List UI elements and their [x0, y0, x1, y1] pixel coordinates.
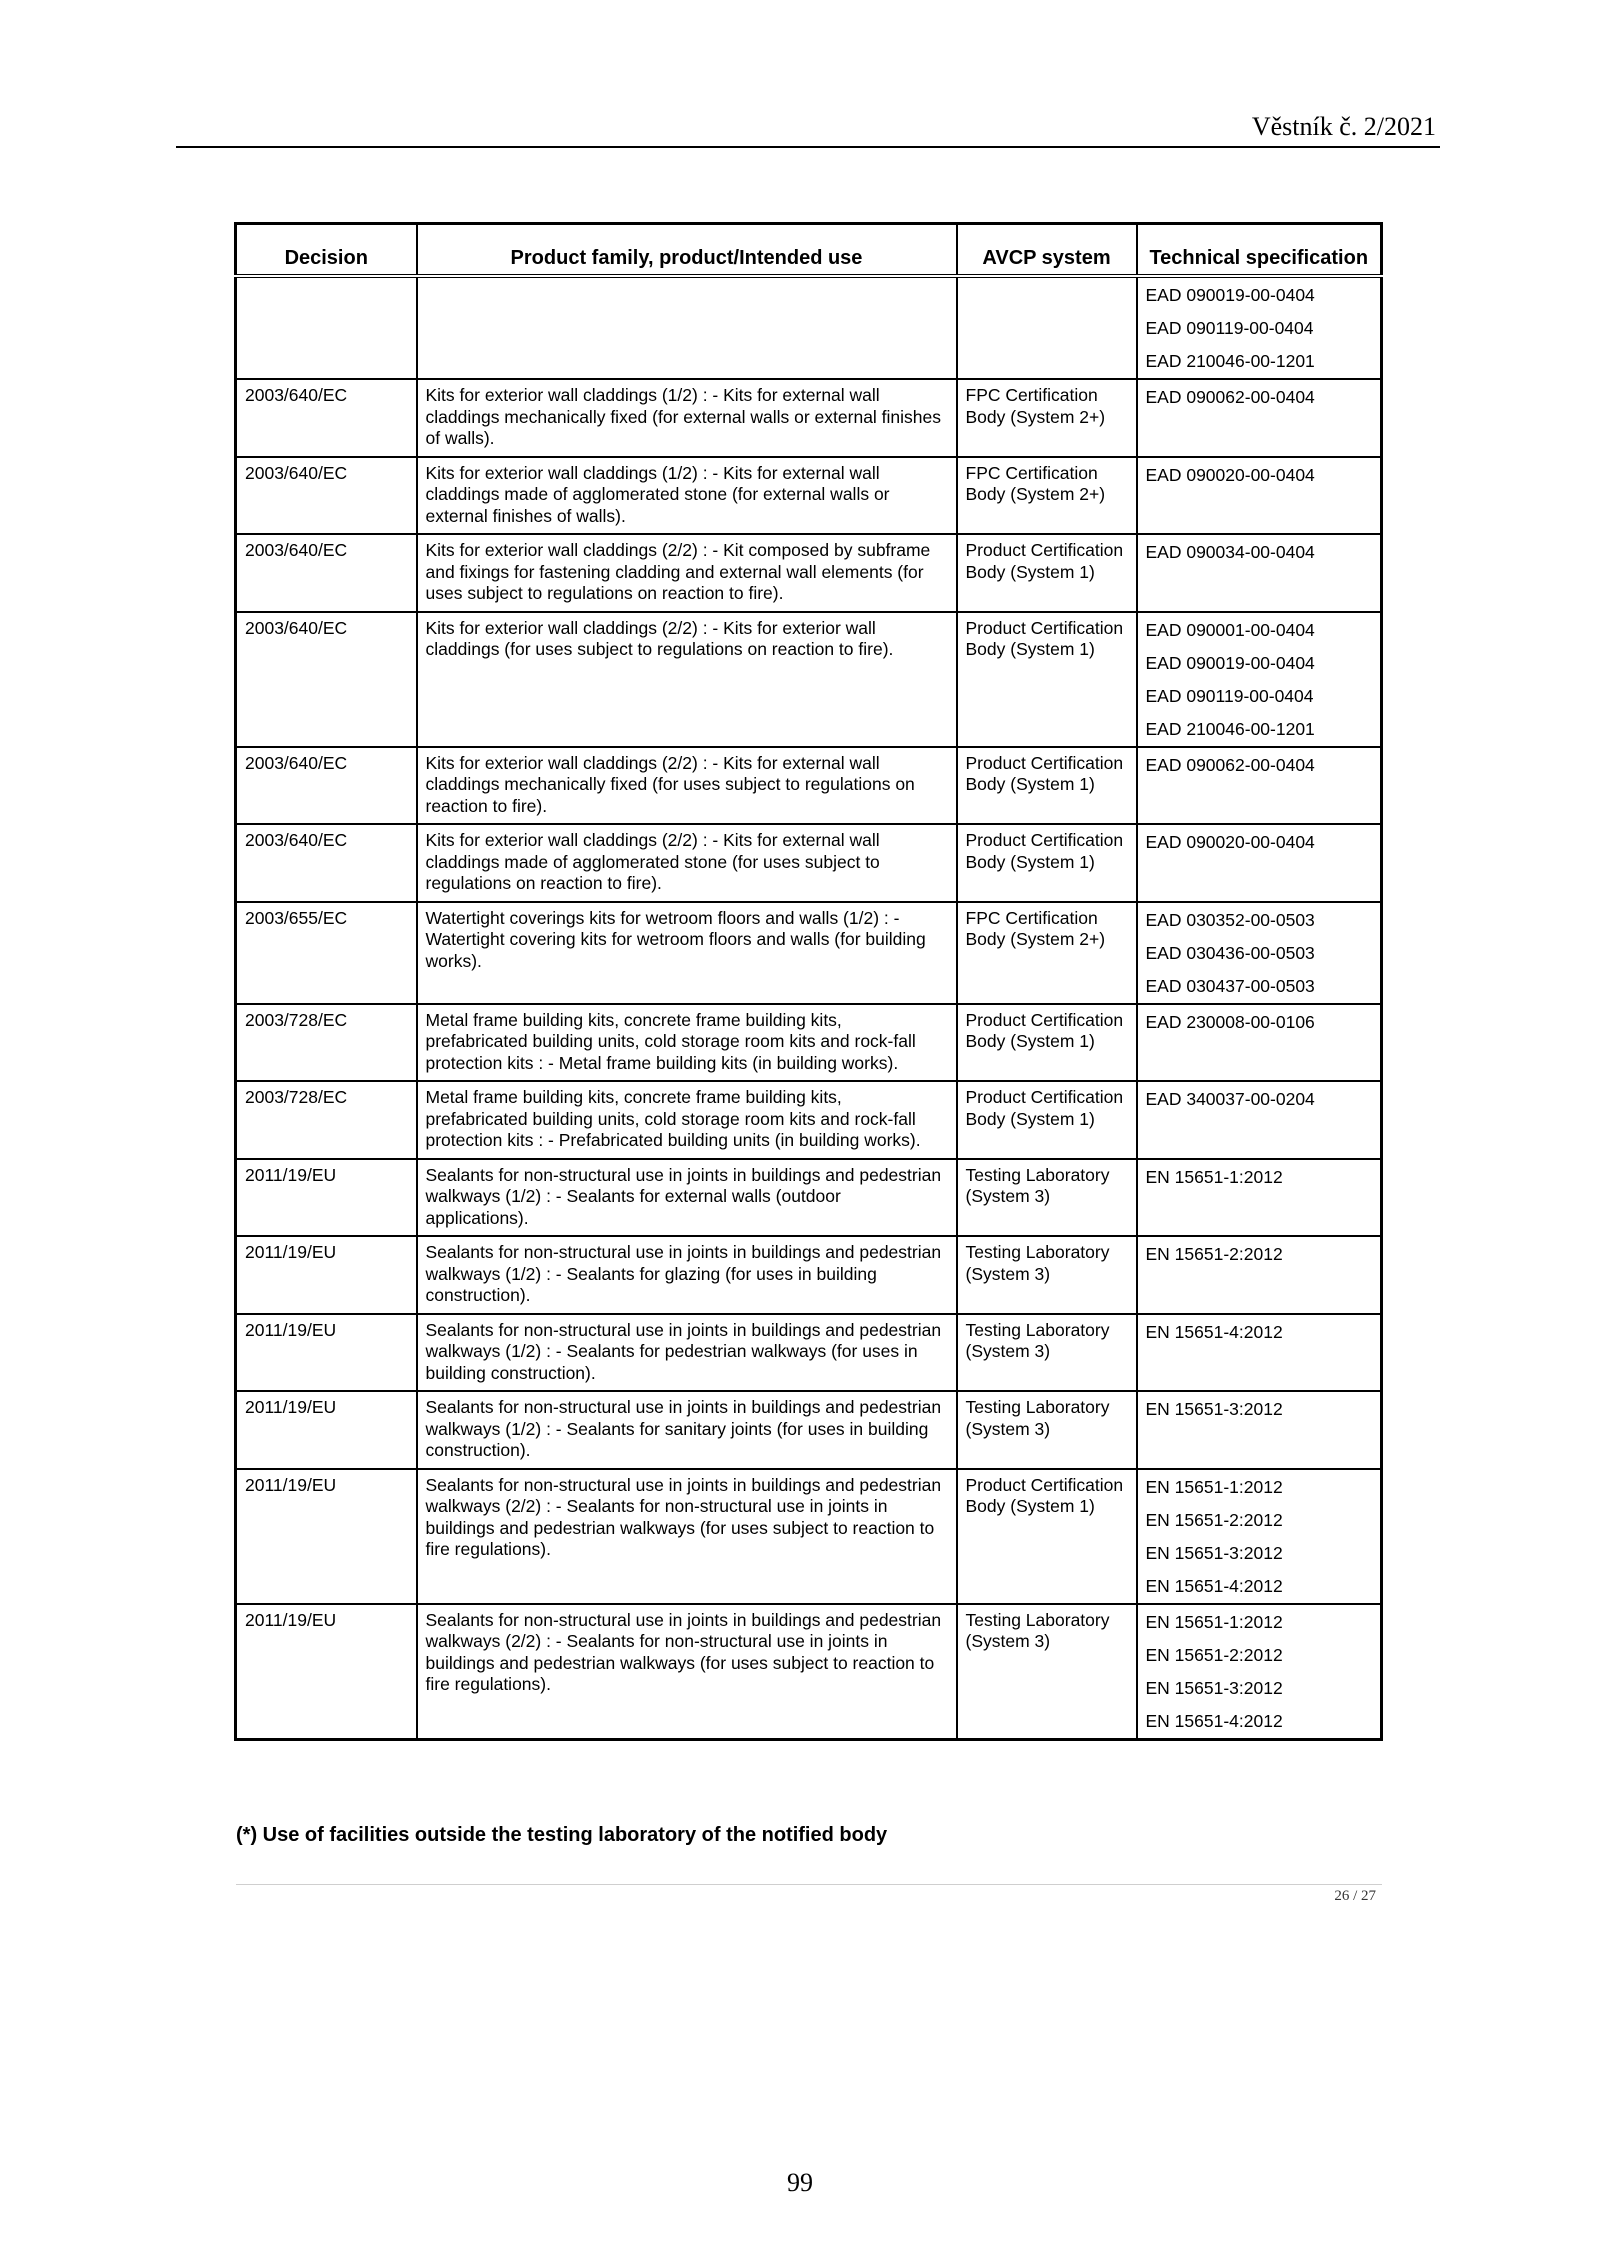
specification-line: EAD 340037-00-0204: [1145, 1089, 1315, 1109]
decision-cell: 2003/640/EC: [236, 379, 417, 457]
specification-line: EAD 090020-00-0404: [1145, 464, 1315, 485]
specification-line: EAD 210046-00-1201: [1145, 718, 1315, 739]
decision-cell: 2003/640/EC: [236, 534, 417, 612]
specification-line: EAD 030436-00-0503: [1145, 942, 1315, 963]
column-header-decision: Decision: [236, 224, 417, 277]
table-row: [236, 612, 1382, 747]
product-cell: Sealants for non-structural use in joints in buildings and pedestrian walkways (1/2) : - Sealants for pedestrian walkways (for uses in building construction).: [417, 1314, 957, 1392]
product-cell: [417, 276, 957, 379]
avcp-cell: [957, 276, 1137, 379]
avcp-cell: Product Certification Body (System 1): [957, 1081, 1137, 1159]
technical-specification-cell: [1137, 276, 1382, 379]
table-row: [236, 902, 1382, 1004]
table-row: [236, 1469, 1382, 1604]
column-header-product: Product family, product/Intended use: [417, 224, 957, 277]
product-cell: Metal frame building kits, concrete frame building kits, prefabricated building units, cold storage room kits and rock-fall protection kits : - Prefabricated building units (in building works).: [417, 1081, 957, 1159]
table-header-row: [236, 224, 1382, 277]
decision-cell: 2011/19/EU: [236, 1159, 417, 1237]
product-cell: Sealants for non-structural use in joints in buildings and pedestrian walkways (2/2) : - Sealants for non-structural use in joints in buildings and pedestrian walkways (for uses subject to reaction to fire regulations).: [417, 1604, 957, 1740]
technical-specification-cell: [1137, 1081, 1382, 1159]
technical-specification-cell: [1137, 1391, 1382, 1469]
product-cell: Metal frame building kits, concrete frame building kits, prefabricated building units, cold storage room kits and rock-fall protection kits : - Metal frame building kits (in building works).: [417, 1004, 957, 1082]
product-cell: Kits for exterior wall claddings (1/2) : - Kits for external wall claddings mechanically fixed (for external walls or external finishes of walls).: [417, 379, 957, 457]
decision-cell: 2011/19/EU: [236, 1236, 417, 1314]
specification-line: EAD 030437-00-0503: [1145, 975, 1315, 996]
technical-specification-cell: [1137, 1159, 1382, 1237]
column-header-avcp: AVCP system: [957, 224, 1137, 277]
column-header-technical-specification: Technical specification: [1137, 224, 1382, 277]
avcp-cell: Testing Laboratory (System 3): [957, 1236, 1137, 1314]
header-rule: [176, 146, 1440, 148]
product-cell: Sealants for non-structural use in joints in buildings and pedestrian walkways (1/2) : - Sealants for glazing (for uses in building construction).: [417, 1236, 957, 1314]
product-cell: Kits for exterior wall claddings (1/2) : - Kits for external wall claddings made of agglomerated stone (for external walls or external finishes of walls).: [417, 457, 957, 535]
specification-line: EN 15651-3:2012: [1145, 1542, 1283, 1563]
page-of-indicator: 26 / 27: [1334, 1888, 1376, 1904]
specification-line: EAD 090019-00-0404: [1145, 285, 1315, 305]
specification-line: EAD 090119-00-0404: [1145, 318, 1314, 338]
specification-line: EAD 090119-00-0404: [1145, 685, 1314, 706]
table-row: [236, 379, 1382, 457]
specification-line: EAD 210046-00-1201: [1145, 351, 1315, 371]
specification-line: EN 15651-2:2012: [1145, 1644, 1283, 1665]
technical-specification-cell: [1137, 457, 1382, 535]
technical-specification-cell: [1137, 747, 1382, 825]
footnote: (*) Use of facilities outside the testing laboratory of the notified body: [236, 1824, 888, 1846]
specification-line: EN 15651-2:2012: [1145, 1244, 1283, 1264]
decision-cell: 2003/640/EC: [236, 612, 417, 747]
product-cell: Kits for exterior wall claddings (2/2) : - Kits for exterior wall claddings (for uses subject to regulations on reaction to fire).: [417, 612, 957, 747]
technical-specification-cell: [1137, 1314, 1382, 1392]
specification-line: EN 15651-3:2012: [1145, 1399, 1283, 1419]
specification-table-wrap: [234, 222, 1380, 1741]
avcp-cell: Product Certification Body (System 1): [957, 1004, 1137, 1082]
product-cell: Sealants for non-structural use in joints in buildings and pedestrian walkways (2/2) : - Sealants for non-structural use in joints in buildings and pedestrian walkways (for uses subject to reaction to fire regulations).: [417, 1469, 957, 1604]
avcp-cell: Testing Laboratory (System 3): [957, 1159, 1137, 1237]
avcp-cell: Testing Laboratory (System 3): [957, 1314, 1137, 1392]
specification-line: EAD 090034-00-0404: [1145, 542, 1315, 562]
decision-cell: 2003/728/EC: [236, 1004, 417, 1082]
avcp-cell: Product Certification Body (System 1): [957, 824, 1137, 902]
technical-specification-cell: [1137, 1004, 1382, 1082]
avcp-cell: FPC Certification Body (System 2+): [957, 379, 1137, 457]
specification-line: EN 15651-4:2012: [1145, 1710, 1283, 1731]
specification-line: EN 15651-4:2012: [1145, 1575, 1283, 1596]
product-cell: Kits for exterior wall claddings (2/2) : - Kits for external wall claddings mechanically fixed (for uses subject to regulations on reaction to fire).: [417, 747, 957, 825]
specification-line: EAD 090020-00-0404: [1145, 832, 1315, 852]
specification-line: EN 15651-1:2012: [1145, 1476, 1283, 1497]
product-cell: Kits for exterior wall claddings (2/2) : - Kits for external wall claddings made of agglomerated stone (for uses subject to regulations on reaction to fire).: [417, 824, 957, 902]
specification-line: EN 15651-2:2012: [1145, 1509, 1283, 1530]
table-row: [236, 534, 1382, 612]
decision-cell: [236, 276, 417, 379]
technical-specification-cell: [1137, 1236, 1382, 1314]
specification-line: EAD 030352-00-0503: [1145, 909, 1315, 930]
footer-rule: [236, 1884, 1382, 1885]
decision-cell: 2011/19/EU: [236, 1604, 417, 1740]
avcp-cell: Product Certification Body (System 1): [957, 747, 1137, 825]
specification-line: EN 15651-1:2012: [1145, 1166, 1283, 1187]
specification-line: EAD 230008-00-0106: [1145, 1011, 1315, 1032]
table-row: [236, 276, 1382, 379]
table-row: [236, 1159, 1382, 1237]
table-row: [236, 1004, 1382, 1082]
technical-specification-cell: [1137, 1604, 1382, 1740]
table-row: [236, 1236, 1382, 1314]
specification-line: EAD 090001-00-0404: [1145, 619, 1315, 640]
technical-specification-cell: [1137, 534, 1382, 612]
product-cell: Watertight coverings kits for wetroom floors and walls (1/2) : - Watertight covering kits for wetroom floors and walls (for building works).: [417, 902, 957, 1004]
specification-line: EAD 090062-00-0404: [1145, 387, 1315, 407]
decision-cell: 2003/640/EC: [236, 747, 417, 825]
specification-line: EN 15651-3:2012: [1145, 1677, 1283, 1698]
specification-line: EN 15651-1:2012: [1145, 1611, 1283, 1632]
avcp-cell: Testing Laboratory (System 3): [957, 1391, 1137, 1469]
decision-cell: 2003/640/EC: [236, 824, 417, 902]
technical-specification-cell: [1137, 612, 1382, 747]
table-row: [236, 1604, 1382, 1740]
table-row: [236, 457, 1382, 535]
technical-specification-cell: [1137, 379, 1382, 457]
avcp-cell: Product Certification Body (System 1): [957, 1469, 1137, 1604]
decision-cell: 2003/655/EC: [236, 902, 417, 1004]
specification-table: [234, 222, 1383, 1741]
technical-specification-cell: [1137, 1469, 1382, 1604]
product-cell: Sealants for non-structural use in joints in buildings and pedestrian walkways (1/2) : - Sealants for sanitary joints (for uses in building construction).: [417, 1391, 957, 1469]
technical-specification-cell: [1137, 902, 1382, 1004]
product-cell: Sealants for non-structural use in joints in buildings and pedestrian walkways (1/2) : - Sealants for external walls (outdoor applications).: [417, 1159, 957, 1237]
table-row: [236, 1314, 1382, 1392]
avcp-cell: Product Certification Body (System 1): [957, 534, 1137, 612]
decision-cell: 2011/19/EU: [236, 1469, 417, 1604]
decision-cell: 2011/19/EU: [236, 1314, 417, 1392]
avcp-cell: FPC Certification Body (System 2+): [957, 457, 1137, 535]
decision-cell: 2011/19/EU: [236, 1391, 417, 1469]
table-row: [236, 747, 1382, 825]
avcp-cell: Testing Laboratory (System 3): [957, 1604, 1137, 1740]
specification-line: EAD 090019-00-0404: [1145, 652, 1315, 673]
product-cell: Kits for exterior wall claddings (2/2) : - Kit composed by subframe and fixings for fastening cladding and external wall elements (for uses subject to regulations on reaction to fire).: [417, 534, 957, 612]
table-body: [236, 276, 1382, 1739]
technical-specification-cell: [1137, 824, 1382, 902]
table-row: [236, 1081, 1382, 1159]
page-number: 99: [787, 2168, 813, 2197]
specification-line: EN 15651-4:2012: [1145, 1321, 1283, 1342]
avcp-cell: Product Certification Body (System 1): [957, 612, 1137, 747]
journal-title: Věstník č. 2/2021: [1251, 112, 1436, 141]
decision-cell: 2003/728/EC: [236, 1081, 417, 1159]
specification-line: EAD 090062-00-0404: [1145, 754, 1315, 775]
table-row: [236, 824, 1382, 902]
avcp-cell: FPC Certification Body (System 2+): [957, 902, 1137, 1004]
decision-cell: 2003/640/EC: [236, 457, 417, 535]
table-row: [236, 1391, 1382, 1469]
